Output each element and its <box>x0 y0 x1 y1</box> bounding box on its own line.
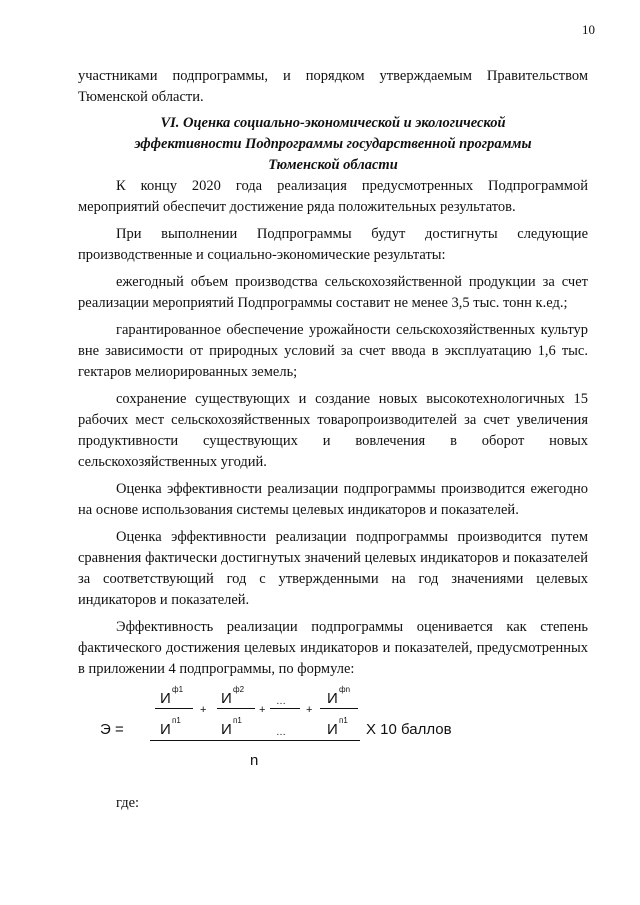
paragraph-4: гарантированное обеспечение урожайности сельскохозяйственных культур вне зависимости от природных условий за счет ввода в эксплуатацию 1,6 тыс. гектаров мелиорированных земель; <box>78 322 588 380</box>
numerator-2-sup: ф2 <box>233 685 245 694</box>
denominator-n-letter: И <box>327 721 338 738</box>
denominator-dots: … <box>276 727 287 738</box>
denominator-1-sup: п1 <box>172 716 181 725</box>
paragraph-3: ежегодный объем производства сельскохозяйственной продукции за счет реализации мероприятий Подпрограммы составит не менее 3,5 тыс. тонн к.ед.; <box>78 274 588 311</box>
numerator-1-letter: И <box>160 690 171 707</box>
numerator-n-letter: И <box>327 690 338 707</box>
fraction-line-2 <box>217 708 255 709</box>
formula-lhs: Э = <box>100 721 124 738</box>
paragraph-continuation: участниками подпрограммы, и порядком утверждаемым Правительством Тюменской области. <box>78 68 588 105</box>
plus-sign-3: + <box>306 704 313 716</box>
fraction-line-dots <box>270 708 300 709</box>
where-label: где: <box>116 795 140 811</box>
numerator-2-letter: И <box>221 690 232 707</box>
paragraph-2: При выполнении Подпрограммы будут достигнуты следующие производственные и социально-экономические результаты: <box>78 226 588 263</box>
numerator-dots: … <box>276 696 287 707</box>
formula-denominator-n: n <box>250 752 259 769</box>
plus-sign-1: + <box>200 704 207 716</box>
heading-line-3: Тюменской области <box>268 157 398 173</box>
paragraph-6: Оценка эффективности реализации подпрограммы производится ежегодно на основе использования системы целевых индикаторов и показателей. <box>78 481 588 518</box>
fraction-line-n <box>320 708 358 709</box>
numerator-n-sup: фn <box>339 685 351 694</box>
paragraph-1: К концу 2020 года реализация предусмотренных Подпрограммой мероприятий обеспечит достижение ряда положительных результатов. <box>78 178 588 215</box>
heading-line-1: VI. Оценка социально-экономической и экологической <box>160 115 506 131</box>
denominator-2-sup: п1 <box>233 716 242 725</box>
denominator-1-letter: И <box>160 721 171 738</box>
paragraph-7: Оценка эффективности реализации подпрограммы производится путем сравнения фактически достигнутых значений целевых индикаторов и показателей за соответствующий год с утвержденными на год значениями целевых индикаторов и показателей. <box>78 529 588 608</box>
plus-sign-2: + <box>259 704 266 716</box>
page-number: 10 <box>582 22 595 37</box>
paragraph-5: сохранение существующих и создание новых высокотехнологичных 15 рабочих мест сельскохозяйственных товаропроизводителей за счет увеличения продуктивности существующих и вовлечения в оборот новых сельскохозяйственных угодий. <box>78 391 588 470</box>
heading-line-2: эффективности Подпрограммы государственной программы <box>134 136 532 152</box>
numerator-1-sup: ф1 <box>172 685 184 694</box>
main-fraction-line <box>150 740 360 741</box>
formula-multiplier: Х 10 баллов <box>366 721 452 738</box>
paragraph-8: Эффективность реализации подпрограммы оценивается как степень фактического достижения целевых индикаторов и показателей, предусмотренных в приложении 4 подпрограммы, по формуле: <box>78 619 588 677</box>
fraction-line-1 <box>155 708 193 709</box>
denominator-n-sup: п1 <box>339 716 348 725</box>
denominator-2-letter: И <box>221 721 232 738</box>
